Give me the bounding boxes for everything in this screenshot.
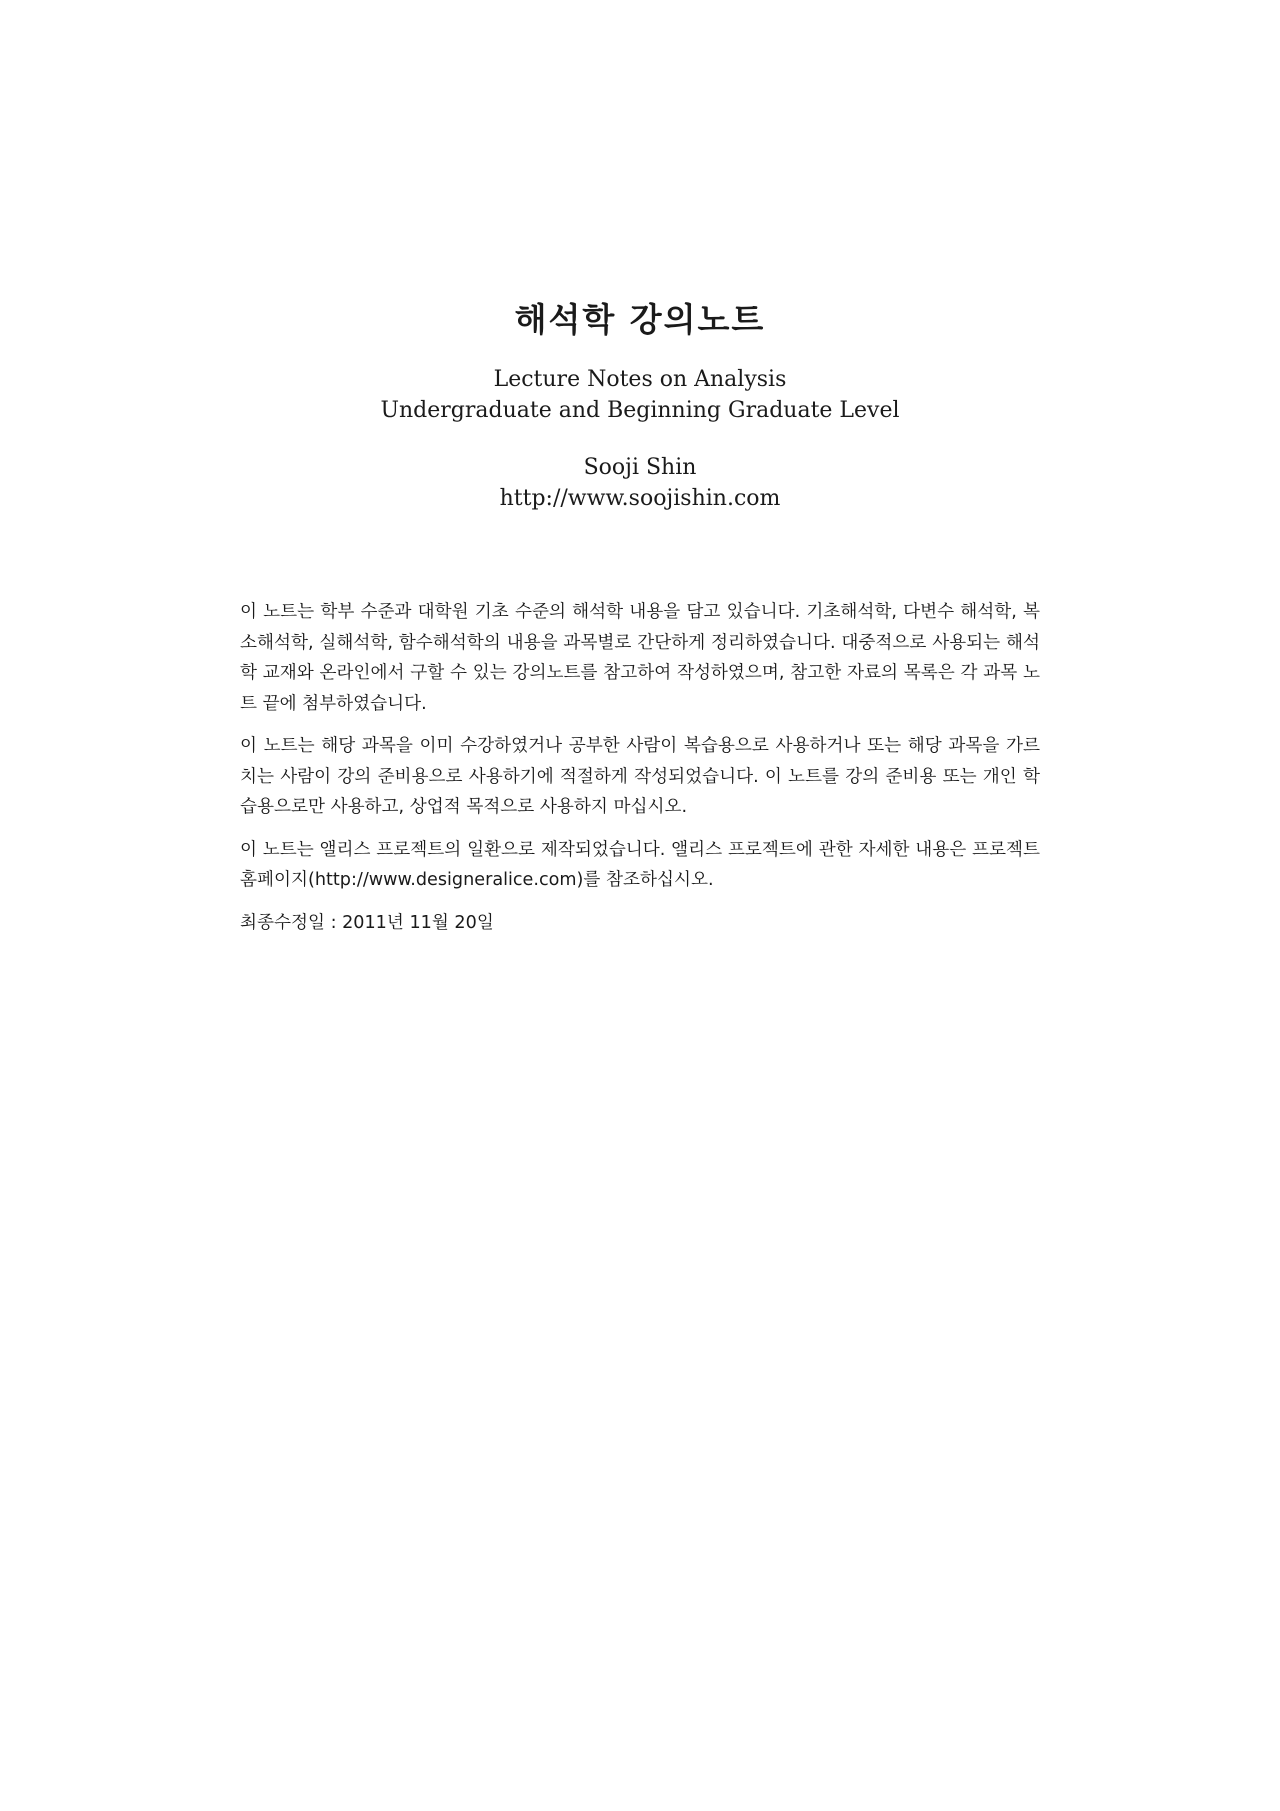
author-name: Sooji Shin: [583, 455, 697, 480]
document-subtitle: [0, 364, 1280, 426]
author-block: [0, 452, 1280, 514]
intro-paragraph: 이 노트는 학부 수준과 대학원 기초 수준의 해석학 내용을 담고 있습니다. 기초해석학, 다변수 해석학, 복소해석학, 실해석학, 함수해석학의 내용을 과목별로 간단하게 정리하였습니다. 대중적으로 사용되는 해석학 교재와 온라인에서 구할 수 있는 강의노트를 참고하여 작성하였으며, 참고한 자료의 목록은 각 과목 노트 끝에 첨부하였습니다.: [240, 602, 1040, 714]
author-url[interactable]: http://www.soojishin.com: [499, 486, 781, 511]
body-text: [240, 597, 1040, 938]
subtitle-line-1: Lecture Notes on Analysis: [493, 367, 787, 392]
last-updated: 최종수정일 : 2011년 11월 20일: [240, 912, 494, 933]
usage-paragraph: 이 노트는 해당 과목을 이미 수강하였거나 공부한 사람이 복습용으로 사용하거나 또는 해당 과목을 가르치는 사람이 강의 준비용으로 사용하기에 적절하게 작성되었습니다. 이 노트를 강의 준비용 또는 개인 학습용으로만 사용하고, 상업적 목적으로 사용하지 마십시오.: [240, 736, 1040, 817]
subtitle-line-2: Undergraduate and Beginning Graduate Level: [380, 398, 900, 423]
project-paragraph: 이 노트는 앨리스 프로젝트의 일환으로 제작되었습니다. 앨리스 프로젝트에 관한 자세한 내용은 프로젝트 홈페이지(http://www.designeralice.com)를 참조하십시오.: [240, 839, 1040, 890]
title-block: [0, 296, 1280, 514]
document-title: 해석학 강의노트: [514, 300, 766, 339]
